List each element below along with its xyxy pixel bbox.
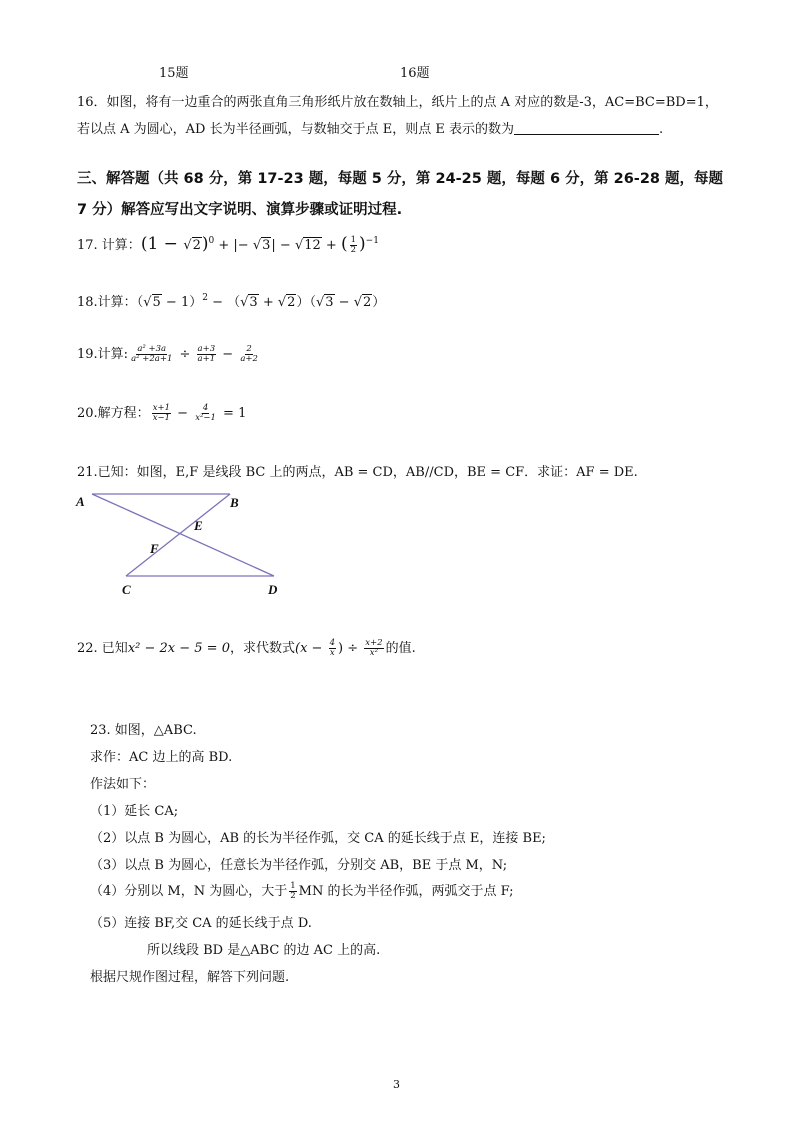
q19-fraction-3: $\frac{2}{a+2}$ bbox=[240, 344, 258, 364]
figure-label-15: 15题 bbox=[159, 66, 189, 81]
page-number: 3 bbox=[393, 1078, 400, 1091]
q18-part: ）（ bbox=[296, 295, 316, 310]
q18-radicand: 3 bbox=[325, 295, 334, 310]
q22-fraction-1: $\frac{4}{x}$ bbox=[329, 638, 335, 658]
question-17: 17. 计算：$(1 - √2)^0$ + |− √3| − √12 + ( $\frac{1}{2}$ )$^{-1}$ bbox=[77, 234, 379, 255]
label-a: A bbox=[76, 494, 85, 509]
figure-label-16: 16题 bbox=[400, 66, 430, 81]
question-23-line1: 23. 如图，△ABC. bbox=[90, 723, 197, 738]
q17-exponent: −1 bbox=[365, 236, 379, 246]
q20-rhs: = 1 bbox=[218, 406, 247, 421]
q22-equation: x² − 2x − 5 = 0 bbox=[127, 641, 230, 656]
question-23-line4: 所以线段 BD 是△ABC 的边 AC 上的高. bbox=[147, 943, 381, 958]
question-22 bbox=[77, 637, 416, 658]
q19-operator: ÷ bbox=[175, 347, 195, 362]
question-20-label: 20.解方程： bbox=[77, 406, 150, 421]
label-d: D bbox=[268, 582, 278, 597]
q23-half-fraction: $\frac{1}{2}$ bbox=[290, 881, 296, 901]
q22-part: ，求代数式 bbox=[229, 641, 295, 656]
question-17-label: 17. 计算： bbox=[77, 238, 141, 253]
question-23-line2: 求作：AC 边上的高 BD. bbox=[90, 750, 233, 765]
question-21: 21.已知：如图，E,F 是线段 BC 上的两点，AB = CD，AB//CD，BE = CF．求证：AF = DE. bbox=[77, 465, 638, 480]
question-19 bbox=[77, 343, 261, 364]
question-23-step4 bbox=[90, 880, 514, 901]
question-16-text: 若以点 A 为圆心，AD 长为半径画弧，与数轴交于点 E，则点 E 表示的数为 bbox=[77, 122, 514, 137]
q17-part: (1 − bbox=[140, 234, 184, 254]
question-16-line2 bbox=[77, 118, 663, 137]
q22-part: (x − bbox=[295, 641, 327, 656]
question-23-step3: （3）以点 B 为圆心，任意长为半径作弧，分别交 AB，BE 于点 M，N; bbox=[90, 858, 508, 873]
q18-radicand: 2 bbox=[363, 295, 372, 310]
question-23-step2: （2）以点 B 为圆心，AB 的长为半径作弧，交 CA 的延长线于点 E，连接 BE; bbox=[90, 831, 546, 846]
q18-part: ） bbox=[372, 295, 386, 310]
q18-radicand: 2 bbox=[287, 295, 296, 310]
q17-part: | − bbox=[271, 238, 295, 253]
q18-part: − （ bbox=[207, 295, 241, 310]
q22-fraction-2: $\frac{x+2}{\text{x²}}$ bbox=[365, 638, 383, 658]
q20-fraction-2: $\frac{4}{\text{x²−1}}$ bbox=[195, 403, 216, 423]
question-23-step1: （1）延长 CA; bbox=[90, 804, 179, 819]
q22-part: 22. 已知 bbox=[77, 641, 128, 656]
q23-step4-part: MN 的长为半径作弧，两弧交于点 F; bbox=[298, 884, 514, 899]
question-19-label: 19.计算: bbox=[77, 347, 129, 362]
q19-fraction-1: $\frac{\text{a² +3a}}{\text{a² +2a+1}}$ bbox=[131, 344, 173, 364]
q18-part: （ bbox=[136, 295, 144, 310]
question-16-tail: . bbox=[658, 122, 664, 137]
q19-operator: − bbox=[218, 347, 238, 362]
q17-radicand: 2 bbox=[192, 238, 201, 253]
question-18-label: 18.计算： bbox=[77, 295, 137, 310]
q20-fraction-1: $\frac{x+1}{x-1}$ bbox=[152, 403, 171, 423]
question-20 bbox=[77, 402, 246, 423]
segment-af bbox=[92, 494, 274, 576]
q18-radicand: 3 bbox=[249, 295, 258, 310]
q18-part: + bbox=[258, 295, 278, 310]
q20-operator: − bbox=[173, 406, 193, 421]
q19-fraction-2: $\frac{a+3}{a+1}$ bbox=[197, 344, 216, 364]
question-23-line3: 作法如下： bbox=[90, 777, 156, 792]
question-21-figure bbox=[70, 488, 310, 598]
q17-part: ) bbox=[201, 234, 209, 254]
q22-operator: ÷ bbox=[343, 641, 363, 656]
q22-part: 的值. bbox=[385, 641, 416, 656]
q17-part: + bbox=[321, 238, 341, 253]
q17-fraction: $\frac{1}{2}$ bbox=[350, 235, 357, 255]
section-3-heading-line1: 三、解答题（共 68 分，第 17-23 题，每题 5 分，第 24-25 题，每题 6 分，第 26-28 题，每题 bbox=[77, 171, 724, 187]
q17-exponent: 0 bbox=[208, 236, 215, 246]
q18-exponent: 2 bbox=[202, 293, 208, 303]
label-b: B bbox=[230, 495, 239, 510]
question-23-line5: 根据尺规作图过程，解答下列问题. bbox=[90, 970, 290, 985]
segment-bc bbox=[126, 494, 230, 576]
q17-radicand: 12 bbox=[304, 238, 321, 253]
label-c: C bbox=[122, 582, 131, 597]
question-23-step5: （5）连接 BF,交 CA 的延长线于点 D. bbox=[90, 916, 312, 931]
q17-part: + |− bbox=[214, 238, 253, 253]
q22-part: ) bbox=[337, 641, 344, 656]
section-3-heading-line2: 7 分）解答应写出文字说明、演算步骤或证明过程. bbox=[77, 202, 403, 218]
question-16-line1: 16．如图，将有一边重合的两张直角三角形纸片放在数轴上，纸片上的点 A 对应的数是-3，AC=BC=BD=1， bbox=[77, 95, 718, 110]
answer-blank[interactable] bbox=[514, 122, 659, 135]
q18-part: − 1） bbox=[161, 295, 203, 310]
q18-radicand: 5 bbox=[152, 295, 161, 310]
q23-step4-part: （4）分别以 M，N 为圆心，大于 bbox=[90, 884, 288, 899]
label-e: E bbox=[194, 518, 203, 533]
q17-radicand: 3 bbox=[262, 238, 271, 253]
question-18: 18.计算：$(√5 - 1)^2 - (√3 + √2)(√3 - √2)$ bbox=[77, 293, 386, 310]
q18-part: − bbox=[334, 295, 354, 310]
label-f: F bbox=[150, 541, 159, 556]
